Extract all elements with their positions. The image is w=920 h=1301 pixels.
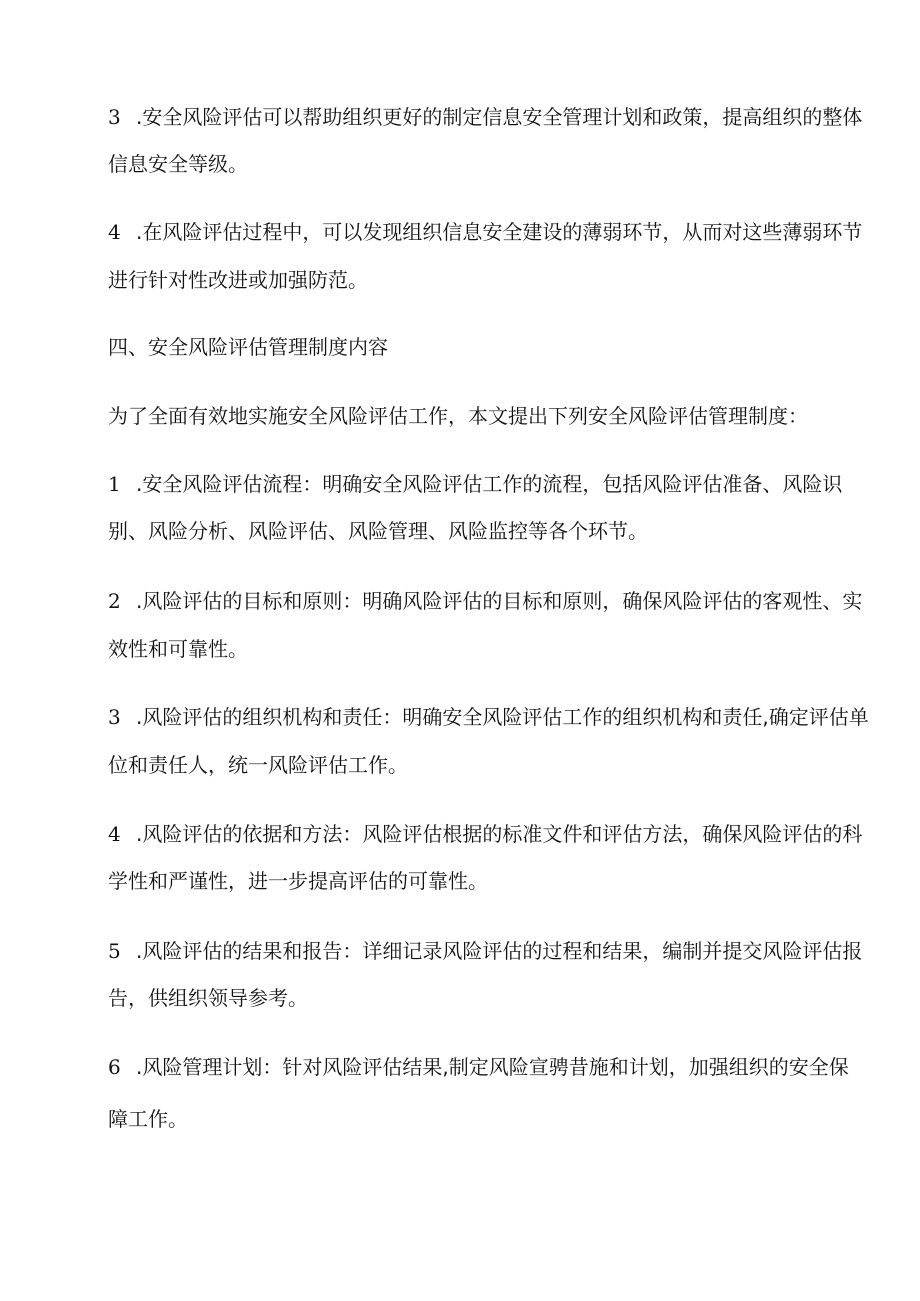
paragraph-item-4-line-2 bbox=[108, 268, 368, 292]
item-number: 4 bbox=[108, 822, 121, 846]
paragraph-text: 效性和可靠性。 bbox=[108, 637, 248, 661]
item-number: 3 bbox=[108, 105, 121, 129]
paragraph-item-4-line-1 bbox=[108, 220, 862, 244]
item-number: 3 bbox=[108, 705, 121, 729]
item-number: 6 bbox=[108, 1055, 121, 1079]
paragraph-item-3-line-1 bbox=[108, 105, 862, 129]
paragraph-item-3b-line-2 bbox=[108, 753, 408, 777]
paragraph-text: .风险评估的目标和原则：明确风险评估的目标和原则，确保风险评估的客观性、实 bbox=[136, 589, 863, 613]
paragraph-text: .风险评估的依据和方法：风险评估根据的标准文件和评估方法，确保风险评估的科 bbox=[136, 822, 863, 846]
paragraph-text: .风险评估的结果和报告：详细记录风险评估的过程和结果，编制并提交风险评估报 bbox=[136, 939, 863, 963]
paragraph-item-2-line-2 bbox=[108, 637, 248, 661]
paragraph-text: 告，供组织领导参考。 bbox=[108, 986, 308, 1010]
paragraph-item-6-line-2 bbox=[108, 1107, 188, 1131]
section-heading bbox=[108, 335, 388, 359]
paragraph-text: 学性和严谨性，进一步提高评估的可靠性。 bbox=[108, 869, 488, 893]
paragraph-text: .安全风险评估流程：明确安全风险评估工作的流程，包括风险评估准备、风险识 bbox=[136, 472, 843, 496]
item-number: 2 bbox=[108, 589, 121, 613]
heading-text: 四、安全风险评估管理制度内容 bbox=[108, 335, 388, 359]
intro-paragraph bbox=[108, 404, 808, 428]
paragraph-text: 进行针对性改进或加强防范。 bbox=[108, 268, 368, 292]
paragraph-text: 别、风险分析、风险评估、风险管理、风险监控等各个环节。 bbox=[108, 519, 648, 543]
paragraph-text: 为了全面有效地实施安全风险评估工作，本文提出下列安全风险评估管理制度： bbox=[108, 404, 808, 428]
paragraph-item-4b-line-1 bbox=[108, 822, 862, 846]
paragraph-item-3-line-2 bbox=[108, 152, 248, 176]
paragraph-text: 信息安全等级。 bbox=[108, 152, 248, 176]
paragraph-text: 障工作。 bbox=[108, 1107, 188, 1131]
paragraph-text: .风险评估的组织机构和责任：明确安全风险评估工作的组织机构和责任,确定评估单 bbox=[136, 705, 869, 729]
paragraph-item-1-line-2 bbox=[108, 519, 648, 543]
paragraph-item-4b-line-2 bbox=[108, 869, 488, 893]
paragraph-item-1-line-1 bbox=[108, 472, 842, 496]
paragraph-text: .在风险评估过程中，可以发现组织信息安全建设的薄弱环节，从而对这些薄弱环节 bbox=[136, 220, 863, 244]
paragraph-item-2-line-1 bbox=[108, 589, 862, 613]
paragraph-item-6-line-1 bbox=[108, 1055, 849, 1079]
paragraph-item-5-line-2 bbox=[108, 986, 308, 1010]
item-number: 5 bbox=[108, 939, 121, 963]
item-number: 4 bbox=[108, 220, 121, 244]
paragraph-text: .风险管理计划：针对风险评估结果,制定风险宣骋昔施和计划，加强组织的安全保 bbox=[136, 1055, 849, 1079]
paragraph-item-5-line-1 bbox=[108, 939, 862, 963]
paragraph-item-3b-line-1 bbox=[108, 705, 869, 729]
item-number: 1 bbox=[108, 472, 121, 496]
paragraph-text: .安全风险评估可以帮助组织更好的制定信息安全管理计划和政策，提高组织的整体 bbox=[136, 105, 863, 129]
paragraph-text: 位和责任人，统一风险评估工作。 bbox=[108, 753, 408, 777]
